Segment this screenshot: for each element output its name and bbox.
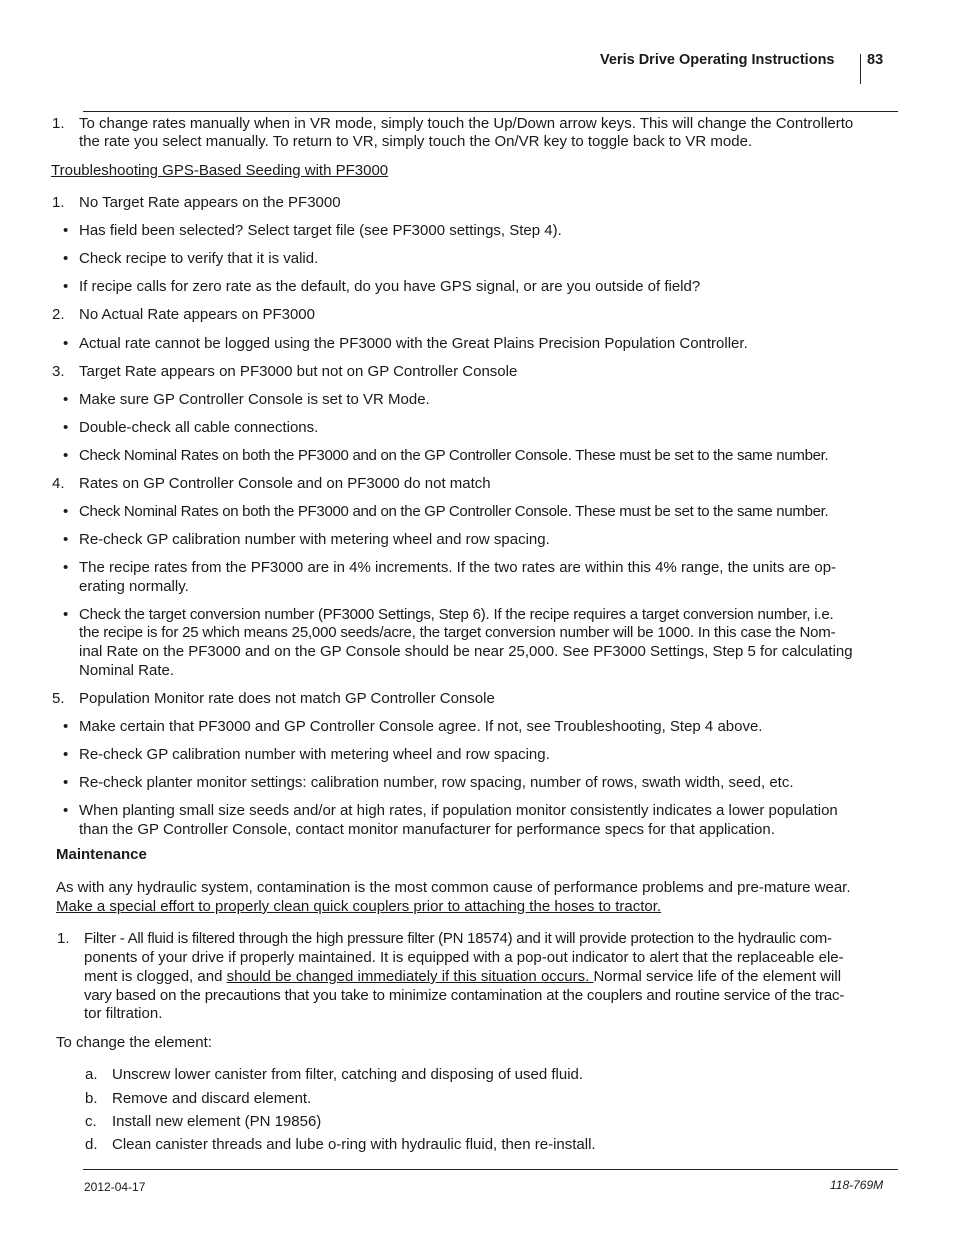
item-4-bullet-4-line-1: Check the target conversion number (PF3000 Settings, Step 6). If the recipe requires a target conversion number, i.e.: [79, 606, 834, 623]
filter-number: 1.: [57, 930, 70, 947]
item-1-bullet-2: Check recipe to verify that it is valid.: [79, 250, 319, 267]
intro-line-2: the rate you select manually. To return to VR, simply touch the On/VR key to toggle back to VR mode.: [79, 133, 753, 150]
intro-number: 1.: [52, 115, 65, 132]
step-letter: c.: [85, 1113, 97, 1130]
footer-doc-number: 118-769M: [830, 1178, 884, 1192]
top-rule: [83, 111, 898, 112]
item-4-bullet-4-line-4: Nominal Rate.: [79, 662, 175, 679]
maintenance-paragraph-line-1: As with any hydraulic system, contamination is the most common cause of performance problems and pre-mature wear.: [56, 879, 851, 896]
bullet: •: [63, 531, 69, 548]
bullet: •: [63, 391, 69, 408]
bullet: •: [63, 503, 69, 520]
bullet: •: [63, 447, 69, 464]
filter-line-4: vary based on the precautions that you take to minimize contamination at the couplers and routine service of the trac-: [84, 987, 845, 1004]
item-4-bullet-4-line-3: inal Rate on the PF3000 and on the GP Console should be near 25,000. See PF3000 Settings, Step 5 for calculating: [79, 643, 853, 660]
item-4-bullet-1: Check Nominal Rates on both the PF3000 and on the GP Controller Console. These must be set to the same number.: [79, 503, 829, 520]
bottom-rule: [83, 1169, 898, 1170]
filter-line-3-underlined: should be changed immediately if this situation occurs.: [226, 968, 594, 985]
item-5-title: Population Monitor rate does not match GP Controller Console: [79, 690, 495, 707]
troubleshooting-heading: Troubleshooting GPS-Based Seeding with PF3000: [51, 162, 389, 179]
to-change-label: To change the element:: [56, 1034, 212, 1051]
item-4-bullet-3-line-1: The recipe rates from the PF3000 are in 4% increments. If the two rates are within this 4% range, the units are op-: [79, 559, 837, 576]
item-2-number: 2.: [52, 306, 65, 323]
step-letter: d.: [85, 1136, 98, 1153]
bullet: •: [63, 335, 69, 352]
item-3-title: Target Rate appears on PF3000 but not on GP Controller Console: [79, 363, 518, 380]
item-3-number: 3.: [52, 363, 65, 380]
bullet: •: [63, 278, 69, 295]
bullet: •: [63, 746, 69, 763]
filter-line-3-start: ment is clogged, and: [84, 968, 227, 985]
filter-line-3: [84, 967, 841, 986]
bullet: •: [63, 802, 69, 819]
item-4-number: 4.: [52, 475, 65, 492]
item-3-bullet-3: Check Nominal Rates on both the PF3000 and on the GP Controller Console. These must be set to the same number.: [79, 447, 829, 464]
footer-date: 2012-04-17: [84, 1180, 146, 1194]
item-4-bullet-3-line-2: erating normally.: [79, 578, 189, 595]
bullet: •: [63, 419, 69, 436]
step-letter: b.: [85, 1090, 98, 1107]
item-4-bullet-4-line-2: the recipe is for 25 which means 25,000 seeds/acre, the target conversion number will be 1000. In this case the Nom-: [79, 624, 836, 641]
item-5-bullet-1: Make certain that PF3000 and GP Controller Console agree. If not, see Troubleshooting, Step 4 above.: [79, 718, 763, 735]
filter-line-5: tor filtration.: [84, 1005, 163, 1022]
item-5-bullet-3: Re-check planter monitor settings: calibration number, row spacing, number of rows, swath width, seed, etc.: [79, 774, 794, 791]
step-text: Clean canister threads and lube o-ring with hydraulic fluid, then re-install.: [112, 1136, 596, 1153]
step-letter: a.: [85, 1066, 98, 1083]
step-text: Install new element (PN 19856): [112, 1113, 322, 1130]
item-1-bullet-3: If recipe calls for zero rate as the default, do you have GPS signal, or are you outside of field?: [79, 278, 701, 295]
bullet: •: [63, 718, 69, 735]
step-text: Remove and discard element.: [112, 1090, 312, 1107]
item-2-title: No Actual Rate appears on PF3000: [79, 306, 315, 323]
item-5-bullet-2: Re-check GP calibration number with metering wheel and row spacing.: [79, 746, 550, 763]
intro-line-1: To change rates manually when in VR mode, simply touch the Up/Down arrow keys. This will change the Controllerto: [79, 115, 854, 132]
maintenance-paragraph-line-2: Make a special effort to properly clean quick couplers prior to attaching the hoses to tractor.: [56, 898, 662, 915]
page-number: 83: [867, 52, 884, 68]
item-1-bullet-1: Has field been selected? Select target file (see PF3000 settings, Step 4).: [79, 222, 562, 239]
item-1-number: 1.: [52, 194, 65, 211]
maintenance-heading: Maintenance: [56, 846, 147, 863]
running-header-title: Veris Drive Operating Instructions: [600, 52, 835, 68]
filter-line-1: Filter - All fluid is filtered through the high pressure filter (PN 18574) and it will provide protection to the hydraulic com-: [84, 930, 832, 947]
filter-line-2: ponents of your drive if properly maintained. It is equipped with a pop-out indicator to alert that the replaceable ele-: [84, 949, 844, 966]
bullet: •: [63, 606, 69, 623]
step-text: Unscrew lower canister from filter, catching and disposing of used fluid.: [112, 1066, 584, 1083]
bullet: •: [63, 222, 69, 239]
item-3-bullet-2: Double-check all cable connections.: [79, 419, 319, 436]
header-separator: [860, 54, 861, 84]
filter-line-3-end: Normal service life of the element will: [593, 968, 842, 985]
item-4-bullet-2: Re-check GP calibration number with metering wheel and row spacing.: [79, 531, 550, 548]
item-3-bullet-1: Make sure GP Controller Console is set to VR Mode.: [79, 391, 430, 408]
item-2-bullet-1: Actual rate cannot be logged using the PF3000 with the Great Plains Precision Population Controller.: [79, 335, 748, 352]
item-1-title: No Target Rate appears on the PF3000: [79, 194, 341, 211]
bullet: •: [63, 250, 69, 267]
bullet: •: [63, 774, 69, 791]
item-5-bullet-4-line-2: than the GP Controller Console, contact monitor manufacturer for performance specs for that application.: [79, 821, 775, 838]
item-5-bullet-4-line-1: When planting small size seeds and/or at high rates, if population monitor consistently indicates a lower population: [79, 802, 838, 819]
item-4-title: Rates on GP Controller Console and on PF3000 do not match: [79, 475, 491, 492]
bullet: •: [63, 559, 69, 576]
item-5-number: 5.: [52, 690, 65, 707]
